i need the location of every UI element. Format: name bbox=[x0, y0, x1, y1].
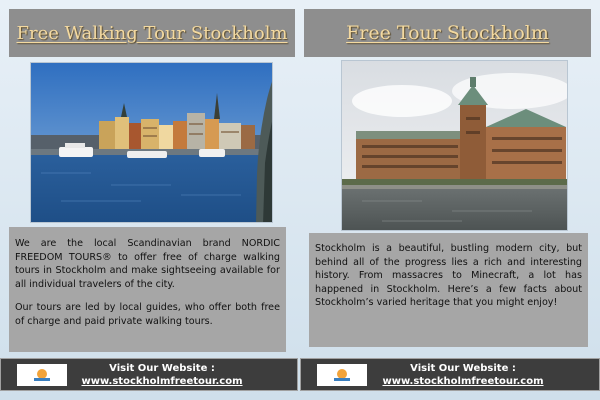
right-title-bar bbox=[304, 9, 591, 57]
left-description bbox=[9, 227, 286, 352]
stockholm-city-hall-photo bbox=[341, 60, 568, 231]
brand-logo-icon[interactable] bbox=[317, 364, 367, 386]
visit-website-label: Visit Our Website : bbox=[410, 362, 516, 374]
right-footer bbox=[300, 358, 600, 391]
right-paragraph-1: Stockholm is a beautiful, bustling modern city, but behind all of the progress lies a rich and interesting history. From massacres to Minecraft, a lot has happened in Stockholm. Here’s a few facts about Stockholm’s varied heritage that you might enjoy! bbox=[315, 243, 582, 309]
stockholm-waterfront-photo bbox=[30, 62, 273, 223]
right-title: Free Tour Stockholm bbox=[346, 22, 549, 44]
left-paragraph-1: We are the local Scandinavian brand NORDIC FREEDOM TOURS® to offer free of charge walking tours in Stockholm and make sightseeing available for all individual travelers of the city. bbox=[15, 238, 280, 290]
left-footer bbox=[0, 358, 298, 391]
website-link[interactable]: www.stockholmfreetour.com bbox=[81, 375, 243, 387]
visit-website-label: Visit Our Website : bbox=[109, 362, 215, 374]
website-link[interactable]: www.stockholmfreetour.com bbox=[382, 375, 544, 387]
right-description bbox=[309, 233, 588, 347]
left-title: Free Walking Tour Stockholm bbox=[16, 22, 288, 44]
left-paragraph-2: Our tours are led by local guides, who offer both free of charge and paid private walking tours. bbox=[15, 302, 280, 327]
left-footer-text bbox=[67, 362, 297, 388]
left-title-bar bbox=[9, 9, 295, 57]
right-footer-text bbox=[367, 362, 599, 388]
brand-logo-icon[interactable] bbox=[17, 364, 67, 386]
